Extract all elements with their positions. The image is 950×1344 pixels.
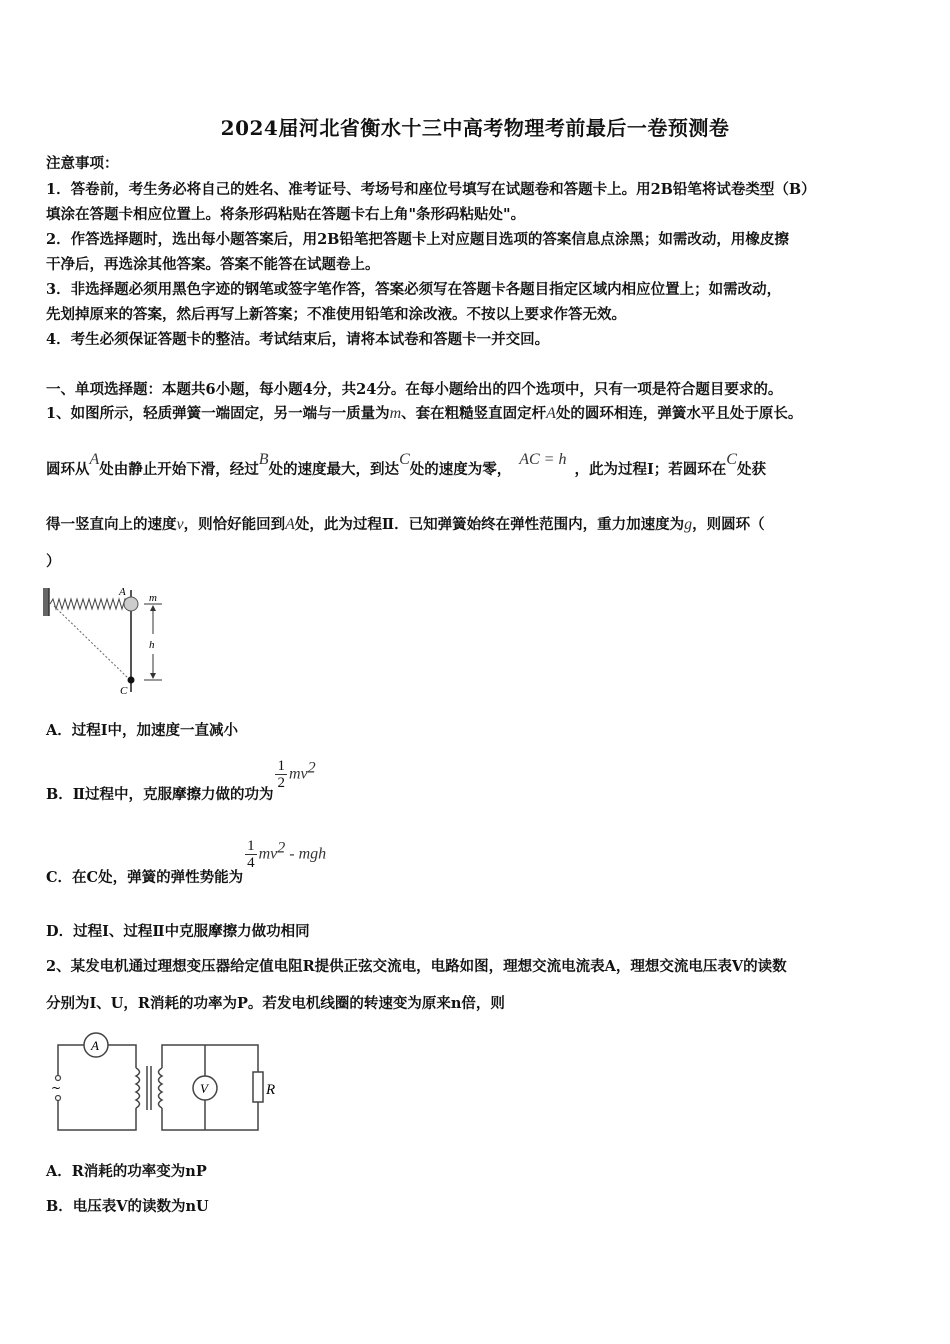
spring-ring-figure xyxy=(40,582,175,697)
q1-text: 处由静止开始下滑，经过 xyxy=(99,461,259,478)
source-terminal-bottom xyxy=(56,1096,61,1101)
q1-text: 处的速度最大，到达 xyxy=(268,461,400,478)
var-a: A xyxy=(89,451,100,468)
q1-text: ，则恰好能回到 xyxy=(183,516,286,533)
option-c-text: C．在C处，弹簧的弹性势能为 xyxy=(46,868,244,886)
secondary-coil xyxy=(159,1068,163,1108)
notice-line: 填涂在答题卡相应位置上。将条形码粘贴在答题卡右上角"条形码粘贴处"。 xyxy=(46,206,526,223)
expr-mv: mv xyxy=(258,845,278,863)
expr-sup: 2 xyxy=(277,839,286,857)
label-m: m xyxy=(149,592,157,604)
q1-line-2 xyxy=(46,451,766,479)
q1-text: 、套在粗糙竖直固定杆 xyxy=(401,405,547,422)
ammeter-label: A xyxy=(91,1038,99,1053)
q1-line-3 xyxy=(46,513,765,534)
q1-option-a: A．过程Ⅰ中，加速度一直减小 xyxy=(46,722,239,739)
notice-line: 1．答卷前，考生务必将自己的姓名、准考证号、考场号和座位号填写在试题卷和答题卡上。用2B铅笔将试卷类型（B） xyxy=(46,181,816,198)
secondary-wire-bottom xyxy=(162,1102,258,1130)
frac-den: 4 xyxy=(247,855,255,871)
resistor-label: R xyxy=(266,1082,276,1098)
spring xyxy=(50,599,131,609)
transformer-circuit-figure xyxy=(48,1030,288,1138)
dashed-spring-line xyxy=(54,606,130,680)
q1-text: 圆环从 xyxy=(46,461,90,478)
var-c: C xyxy=(399,451,410,468)
source-terminal-top xyxy=(56,1076,61,1081)
notice-line: 3．非选择题必须用黑色字迹的钢笔或签字笔作答，答案必须写在答题卡各题目指定区域内相应位置上；如需改动， xyxy=(46,281,782,298)
q1-line-1 xyxy=(46,402,802,423)
var-b: B xyxy=(258,451,269,468)
notice-line: 干净后，再选涂其他答案。答案不能答在试题卷上。 xyxy=(46,256,380,273)
q1-option-d: D．过程Ⅰ、过程Ⅱ中克服摩擦力做功相同 xyxy=(46,923,310,940)
primary-wire-top-left xyxy=(58,1045,84,1075)
notice-heading: 注意事项： xyxy=(46,155,119,172)
q1-text: 处的圆环相连，弹簧水平且处于原长。 xyxy=(555,405,803,422)
ac-source-icon: ~ xyxy=(51,1081,62,1095)
q1-text: 处的速度为零， xyxy=(409,461,512,478)
q1-text: 1、如图所示，轻质弹簧一端固定，另一端与一质量为 xyxy=(46,405,390,422)
primary-wire-bottom xyxy=(58,1100,136,1130)
q2-line-1: 2、某发电机通过理想变压器给定值电阻R提供正弦交流电，电路如图，理想交流电流表A，理想交流电压表V的读数 xyxy=(46,958,787,975)
notice-line: 4．考生必须保证答题卡的整洁。考试结束后，请将本试卷和答题卡一并交回。 xyxy=(46,331,550,348)
fraction-quarter xyxy=(245,838,257,871)
label-h: h xyxy=(149,639,155,651)
var-a: A xyxy=(546,405,556,422)
wall xyxy=(43,588,49,616)
page-title: 2024届河北省衡水十三中高考物理考前最后一卷预测卷 xyxy=(220,116,730,140)
q1-text: ，此为过程Ⅰ；若圆环在 xyxy=(574,461,727,478)
expr-sup: 2 xyxy=(307,759,316,777)
var-g: g xyxy=(684,516,693,533)
var-c: C xyxy=(726,451,737,468)
var-m: m xyxy=(389,405,402,422)
q1-text: 处，此为过程Ⅱ．已知弹簧始终在弹性范围内，重力加速度为 xyxy=(294,516,685,533)
q2-option-a: A．R消耗的功率变为nP xyxy=(46,1163,207,1180)
secondary-wire-top xyxy=(162,1045,258,1072)
q1-option-b xyxy=(46,758,316,803)
frac-num: 1 xyxy=(277,758,285,774)
primary-wire-top-right xyxy=(108,1045,136,1068)
eq-ac-h: AC = h xyxy=(519,451,567,468)
q1-line-4: ） xyxy=(46,553,61,570)
q1-text: 处获 xyxy=(736,461,766,478)
label-c: C xyxy=(120,685,128,697)
var-a: A xyxy=(285,516,295,533)
option-b-text: B．Ⅱ过程中，克服摩擦力做的功为 xyxy=(46,785,274,803)
ring-at-a xyxy=(124,597,138,611)
primary-coil xyxy=(136,1068,140,1108)
notice-line: 2．作答选择题时，选出每小题答案后，用2B铅笔把答题卡上对应题目选项的答案信息点涂黑；如需改动，用橡皮擦 xyxy=(46,231,789,248)
voltmeter-label: V xyxy=(200,1081,208,1096)
frac-num: 1 xyxy=(247,838,255,854)
var-v: v xyxy=(176,516,184,533)
frac-den: 2 xyxy=(277,775,285,791)
fraction-half xyxy=(275,758,287,791)
arrow-head-down xyxy=(150,673,156,679)
arrow-head-up xyxy=(150,605,156,611)
q1-text: ，则圆环（ xyxy=(692,516,765,533)
notice-line: 先划掉原来的答案，然后再写上新答案；不准使用铅笔和涂改液。不按以上要求作答无效。 xyxy=(46,306,626,323)
label-a: A xyxy=(119,586,126,598)
q1-option-c xyxy=(46,838,327,886)
expr-mgh: - mgh xyxy=(285,845,327,863)
expr-mv: mv xyxy=(288,765,308,783)
section-heading: 一、单项选择题：本题共6小题，每小题4分，共24分。在每小题给出的四个选项中，只有一项是符合题目要求的。 xyxy=(46,381,783,398)
q2-line-2: 分别为I、U，R消耗的功率为P。若发电机线圈的转速变为原来n倍，则 xyxy=(46,995,505,1012)
resistor-icon xyxy=(253,1072,263,1102)
q2-option-b: B．电压表V的读数为nU xyxy=(46,1198,209,1215)
q1-text: 得一竖直向上的速度 xyxy=(46,516,177,533)
point-c xyxy=(128,677,135,684)
